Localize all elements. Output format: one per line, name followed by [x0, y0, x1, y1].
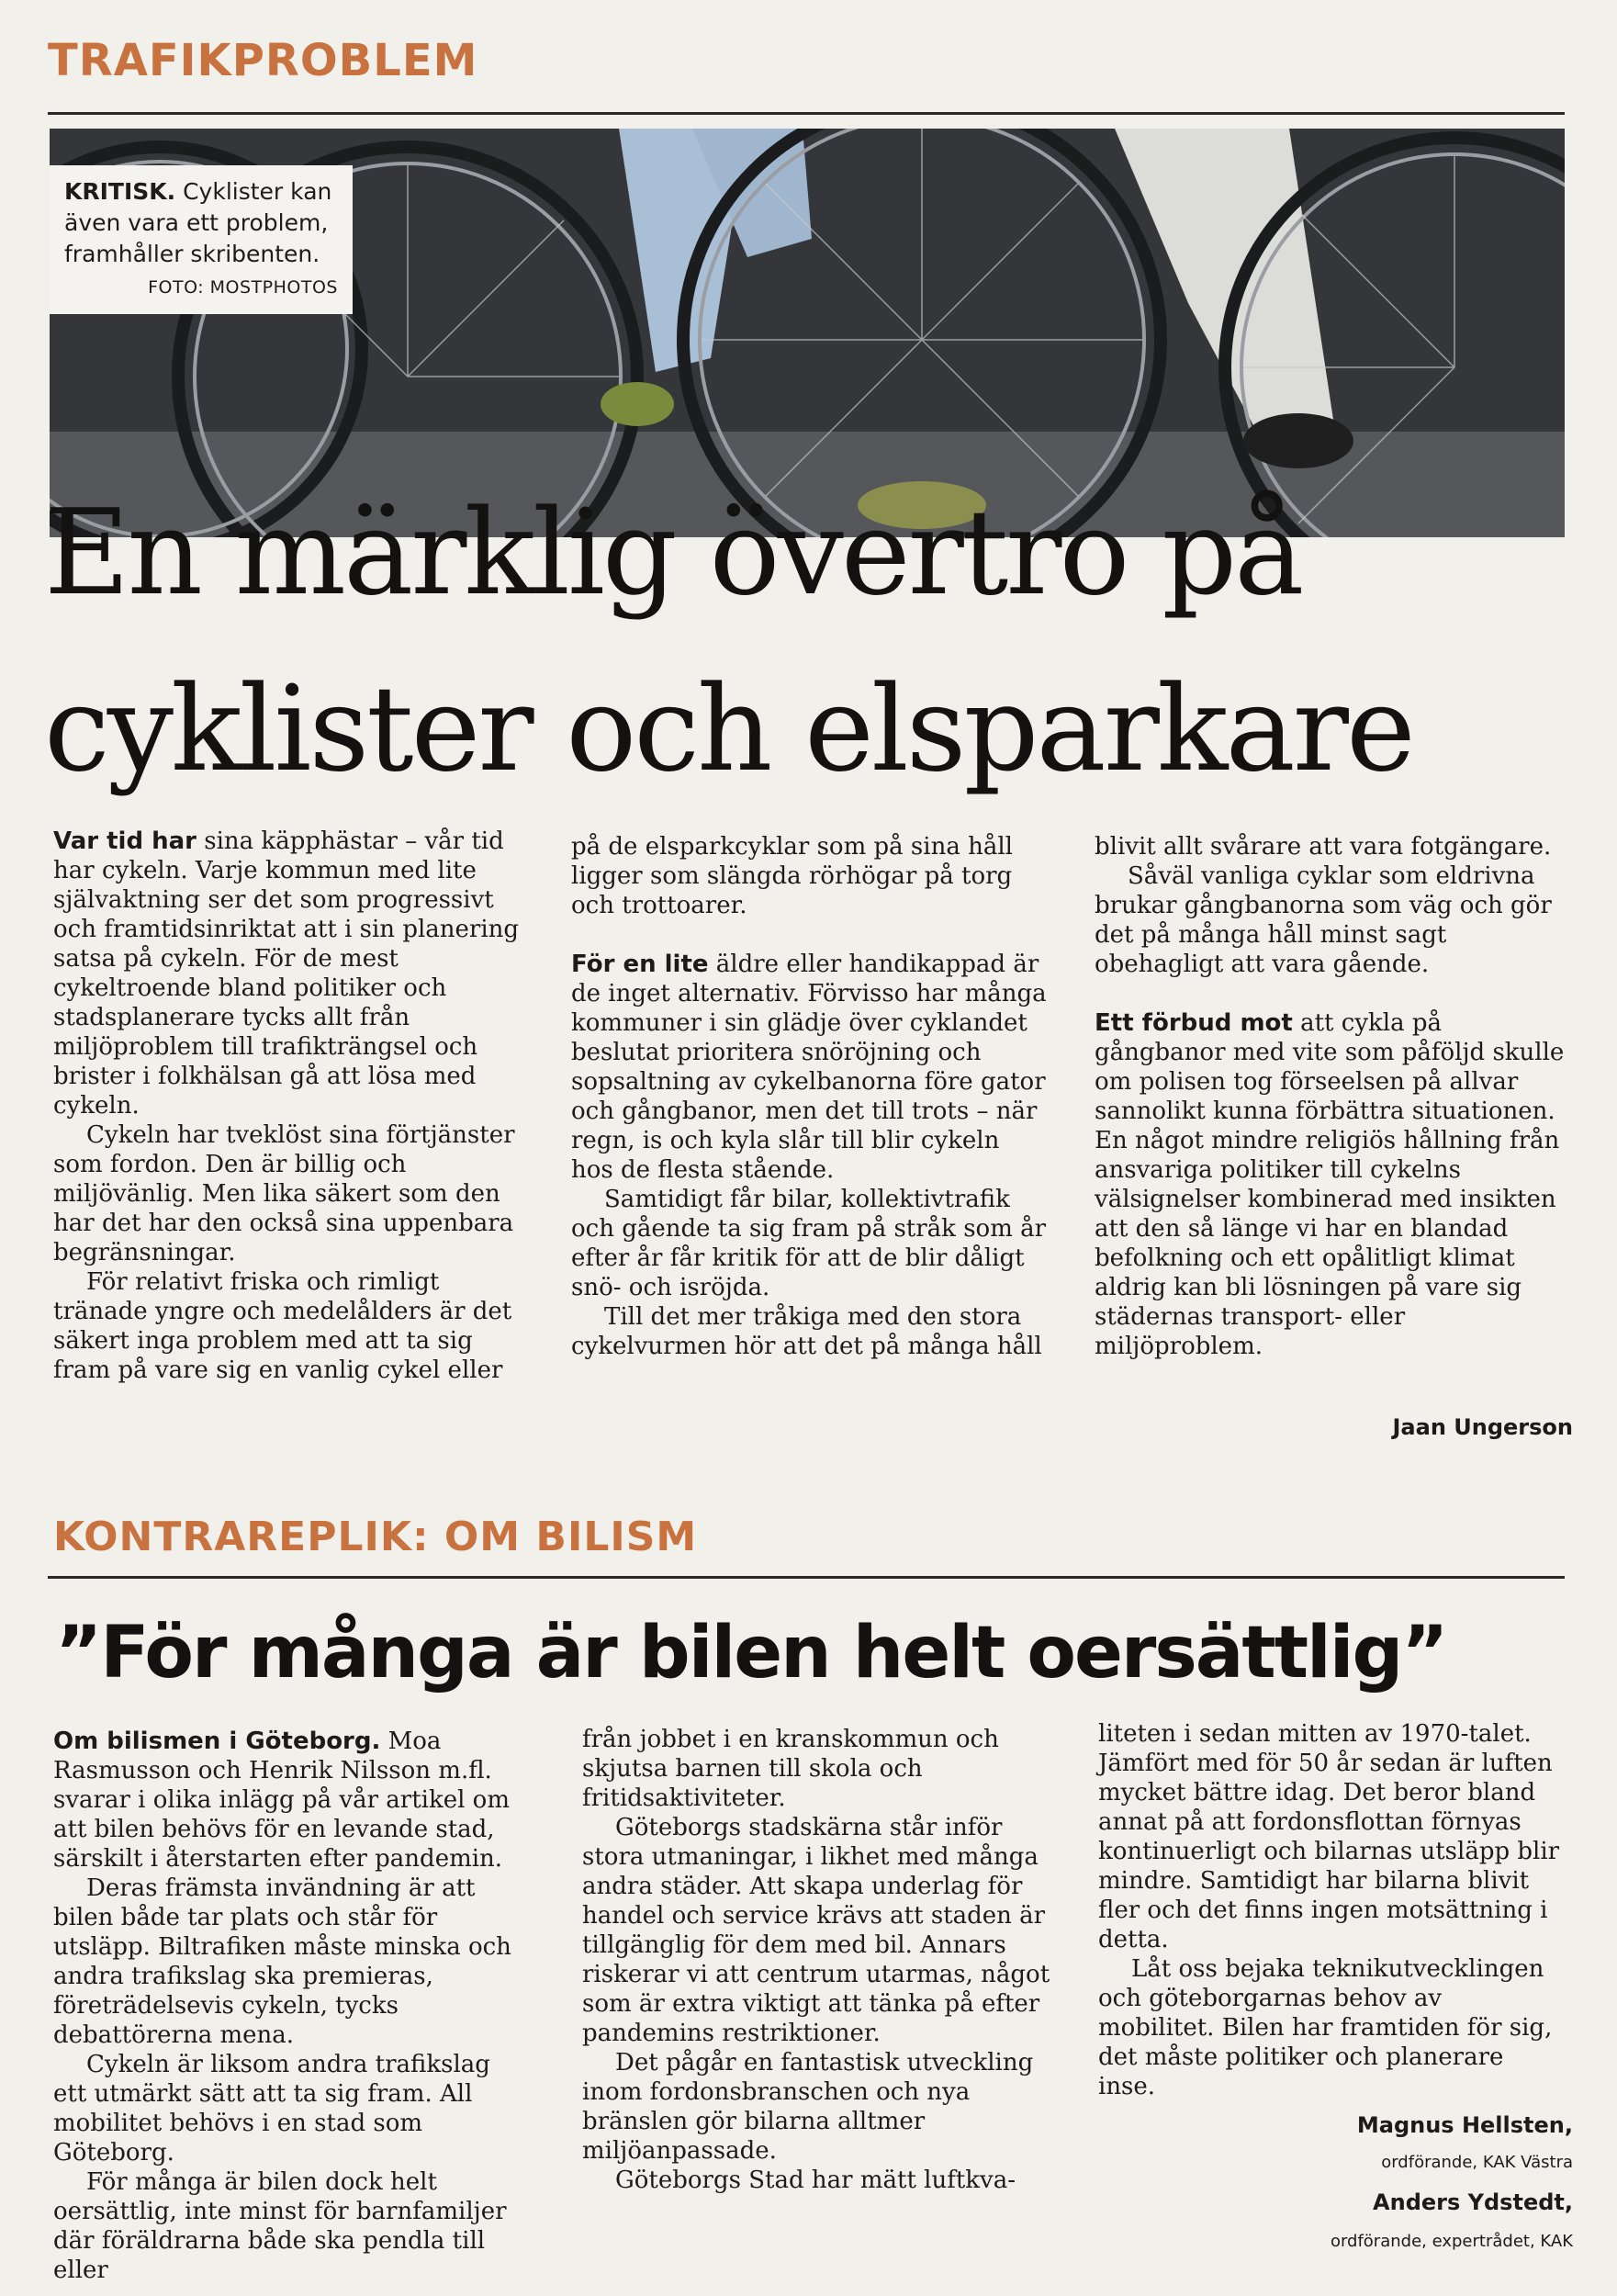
paragraph: För relativt friska och rimligt tränade yngre och medelålders är det säkert inga problem med att ta sig fram på vare sig en vanlig cykel eller	[53, 1268, 512, 1384]
paragraph: För många är bilen dock helt oersättlig, inte minst för barnfamiljer där föräldrarna både ska pendla till eller	[53, 2168, 507, 2284]
caption-lead: KRITISK.	[64, 178, 176, 205]
caption-text: Cyklister kan även vara ett problem, framhåller skribenten.	[64, 178, 332, 267]
article1-column-2	[571, 832, 1049, 1361]
paragraph: Såväl vanliga cyklar som eldrivna brukar gångbanorna som väg och gör det på många håll minst sagt obehagligt att vara gående.	[1095, 862, 1552, 978]
article2-column-1	[53, 1727, 531, 2285]
section-kicker: TRAFIKPROBLEM	[48, 35, 478, 86]
paragraph: Låt oss bejaka teknikutvecklingen och göteborgarnas behov av mobilitet. Bilen har framtiden för sig, det måste politiker och planerare inse.	[1098, 1955, 1553, 2100]
section-rule	[48, 112, 1565, 115]
article1-column-1	[53, 827, 522, 1385]
photo-credit: FOTO: MOSTPHOTOS	[148, 277, 338, 298]
paragraph: Om bilismen i Göteborg. Moa Rasmusson och Henrik Nilsson m.fl. svarar i olika inlägg på vår artikel om att bilen behövs för en levande stad, särskilt i återstarten efter pandemin.	[53, 1728, 510, 1873]
section-kicker-2: KONTRAREPLIK: OM BILISM	[53, 1514, 698, 1560]
paragraph: Det pågår en fantastisk utveckling inom fordonsbranschen och nya bränslen gör bilarna alltmer miljöanpassade.	[582, 2049, 1034, 2165]
paragraph: Ett förbud mot att cykla på gångbanor med vite som påföljd skulle om polisen tog förseelsen på allvar sannolikt kunna förbättra situationen. En något mindre religiös hållning från ansvariga politiker till cykelns välsignelser kombinerad med insikten att den så länge vi har en blandad befolkning och ett opålitligt klimat aldrig kan bli lösningen på vare sig städernas transport- eller miljöproblem.	[1095, 1009, 1565, 1360]
photo-caption	[50, 165, 353, 314]
headline-line-1: En märklig övertro på	[44, 485, 1302, 622]
paragraph: Till det mer tråkiga med den stora cykelvurmen hör att det på många håll	[571, 1303, 1042, 1360]
paragraph: Göteborgs Stad har mätt luftkva-	[615, 2167, 1016, 2194]
paragraph: liteten i sedan mitten av 1970-talet. Jämfört med för 50 år sedan är luften mycket bättre idag. Det beror bland annat på att fordonsflottan förnyas kontinuerligt och bilarnas utsläpp blir mindre. Samtidigt har bilarna blivit fler och det finns ingen motsättning i detta.	[1098, 1720, 1560, 1953]
paragraph: på de elsparkcyklar som på sina håll ligger som slängda rörhögar på torg och trottoarer.	[571, 833, 1013, 919]
headline-line-2: cyklister och elsparkare	[44, 661, 1413, 798]
paragraph: blivit allt svårare att vara fotgängare.	[1095, 833, 1552, 861]
paragraph: För en lite äldre eller handikappad är de inget alternativ. Förvisso har många kommuner i sin glädje över cyklandet beslutat prioritera snöröjning och sopsaltning av cykelbanorna före gator och gångbanor, men det till trots – när regn, is och kyla slår till blir cykeln hos de flesta stående.	[571, 951, 1047, 1184]
signer-1-role: ordförande, KAK Västra	[1381, 2153, 1573, 2172]
section-rule-2	[48, 1576, 1565, 1579]
article1-signature: Jaan Ungerson	[1392, 1414, 1573, 1440]
signer-2-name: Anders Ydstedt,	[1373, 2189, 1573, 2215]
paragraph: Deras främsta invändning är att bilen både tar plats och står för utsläpp. Biltrafiken måste minska och andra trafikslag ska premieras, företrädelsevis cykeln, tycks debattörerna mena.	[53, 1874, 511, 2049]
paragraph: Cykeln har tveklöst sina förtjänster som fordon. Den är billig och miljövänlig. Men lika säkert som den har det har den också sina uppenbara begränsningar.	[53, 1121, 515, 1266]
signer-1-name: Magnus Hellsten,	[1356, 2112, 1573, 2138]
article2-column-3	[1098, 1719, 1565, 2101]
article1-column-3	[1095, 832, 1565, 1361]
paragraph: Samtidigt får bilar, kollektivtrafik och gående ta sig fram på stråk som år efter år får kritik för att de blir dåligt snö- och isröjda.	[571, 1186, 1047, 1301]
headline-article-2: ”För många är bilen helt oersättlig”	[55, 1612, 1447, 1694]
paragraph: från jobbet i en kranskommun och skjutsa barnen till skola och fritidsaktiviteter.	[582, 1726, 999, 1812]
article2-column-2	[582, 1725, 1060, 2195]
paragraph: Var tid har sina käpphästar – vår tid har cykeln. Varje kommun med lite självaktning ser det som progressivt och framtidsinriktat att i sin planering satsa på cykeln. För de mest cykeltroende bland politiker och stadsplanerare tycks allt från miljöproblem till trafikträngsel och brister i folkhälsan gå att lösa med cykeln.	[53, 827, 520, 1120]
paragraph: Cykeln är liksom andra trafikslag ett utmärkt sätt att ta sig fram. All mobilitet behövs i en stad som Göteborg.	[53, 2051, 490, 2167]
signer-2-role: ordförande, expertrådet, KAK	[1330, 2232, 1573, 2251]
paragraph: Göteborgs stadskärna står inför stora utmaningar, i likhet med många andra städer. Att skapa underlag för handel och service krävs att staden är tillgänglig för dem med bil. Annars riskerar vi att centrum utarmas, något som är extra viktigt att tänka på efter pandemins restriktioner.	[582, 1814, 1050, 2047]
